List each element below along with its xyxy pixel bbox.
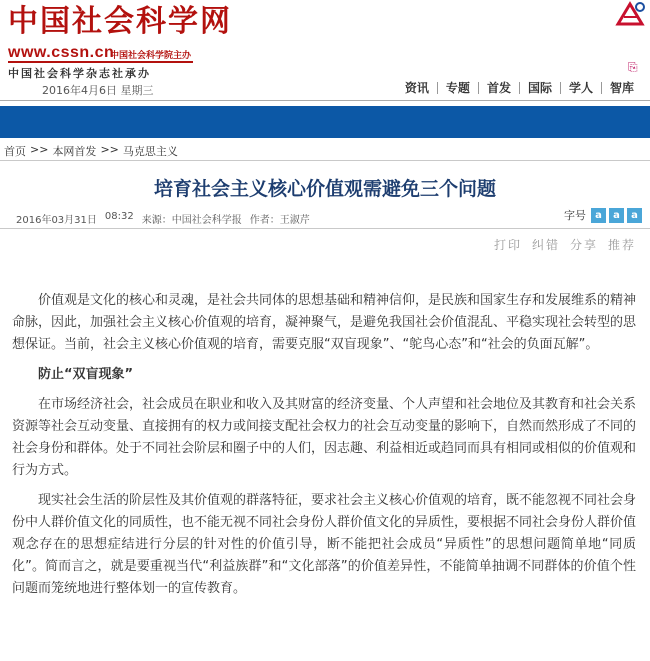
paragraph: 价值观是文化的核心和灵魂，是社会共同体的思想基础和精神信仰，是民族和国家生存和发展维系的精神命脉，因此，加强社会主义核心价值观的培育，凝神聚气，是避免我国社会价值混乱、平稳实现社会转型的思想保证。当前，社会主义核心价值观的培育，需要克服“双盲现象”、“鸵鸟心态”和“社会的负面瓦解”。 [12, 293, 637, 352]
main-nav [397, 80, 642, 96]
meta-divider [0, 228, 650, 229]
font-size-label: 字号 [564, 209, 586, 222]
site-logo-title[interactable]: 中国社会科学网 [8, 4, 232, 39]
logo-divider [8, 61, 193, 63]
report-error-link[interactable]: 纠错 [531, 238, 560, 252]
font-size-large-button[interactable]: a [591, 208, 606, 223]
font-size-control [564, 207, 642, 223]
site-host: 中国社会科学院主办 [110, 51, 192, 61]
current-date: 2016年4月6日 星期三 [42, 84, 154, 97]
breadcrumb-separator: >> [30, 143, 49, 156]
lettermark-a-icon[interactable] [614, 0, 650, 28]
section-heading: 防止“双盲现象” [38, 367, 134, 382]
article-source: 来源：中国社会科学报 [141, 215, 242, 226]
breadcrumb-divider [0, 160, 650, 161]
breadcrumb [4, 143, 178, 159]
breadcrumb-home[interactable]: 首页 [4, 145, 26, 158]
article-tools [494, 236, 636, 253]
site-publisher: 中国社会科学杂志社承办 [8, 67, 151, 80]
share-link[interactable]: 分享 [569, 238, 598, 252]
print-link[interactable]: 打印 [493, 238, 522, 252]
article-meta [16, 211, 310, 226]
site-url[interactable]: www.cssn.cn [8, 44, 115, 61]
recommend-link[interactable]: 推荐 [607, 238, 636, 252]
bookmark-icon[interactable]: ⎘ [628, 60, 638, 74]
article-body [12, 290, 636, 608]
article-author: 作者：王淑芹 [249, 215, 310, 226]
nav-item-topics[interactable]: 专题 [445, 81, 470, 95]
breadcrumb-first-release[interactable]: 本网首发 [52, 145, 97, 158]
breadcrumb-marxism[interactable]: 马克思主义 [122, 145, 178, 158]
font-size-medium-button[interactable]: a [609, 208, 624, 223]
paragraph: 现实社会生活的阶层性及其价值观的群落特征，要求社会主义核心价值观的培育，既不能忽视不同社会身份中人群价值文化的同质性，也不能无视不同社会身份人群价值文化的异质性，要根据不同社会身份人群价值观念存在的思想症结进行分层的针对性的价值引导，断不能把社会成员“异质性”的思想问题简单地“同质化”。简而言之，就是要重视当代“利益族群”和“文化部落”的价值差异性，不能简单抽调不同群体的价值个性问题而笼统地进行整体划一的宣传教育。 [12, 493, 637, 596]
header-divider [0, 100, 650, 101]
article-time: 08:32 [104, 211, 134, 222]
site-header [0, 0, 650, 106]
breadcrumb-separator: >> [100, 143, 119, 156]
nav-item-think-tank[interactable]: 智库 [609, 81, 634, 95]
article-date: 2016年03月31日 [16, 215, 97, 226]
font-size-small-button[interactable]: a [627, 208, 642, 223]
paragraph: 在市场经济社会，社会成员在职业和收入及其财富的经济变量、个人声望和社会地位及其教育和社会关系资源等社会互动变量、直接拥有的权力或间接支配社会权力的社会互动变量的影响下，自然而然形成了不同的社会身份和群体。处于不同社会阶层和圈子中的人们，因志趣、利益相近或趋同而具有相同或相似的价值观和行为方式。 [12, 397, 637, 478]
nav-item-scholars[interactable]: 学人 [568, 81, 593, 95]
nav-item-international[interactable]: 国际 [527, 81, 552, 95]
nav-item-news[interactable]: 资讯 [404, 81, 429, 95]
article-title: 培育社会主义核心价值观需避免三个问题 [153, 178, 496, 200]
nav-band [0, 106, 650, 138]
nav-item-first-release[interactable]: 首发 [486, 81, 511, 95]
